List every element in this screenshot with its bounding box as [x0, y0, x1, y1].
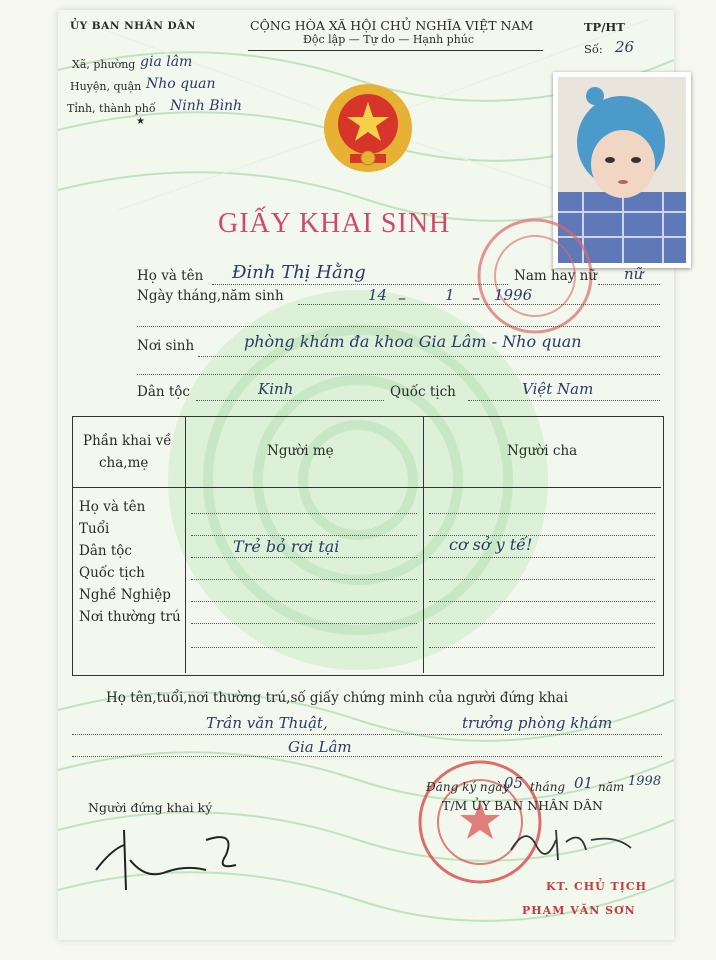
- dob-month: 1: [445, 286, 455, 304]
- declarant-line1-b: trưởng phòng khám: [462, 714, 613, 732]
- number-label: Số:: [584, 42, 603, 56]
- nationality-line: [468, 400, 660, 401]
- table-header-left: Phần khai về: [83, 433, 172, 449]
- mother-column-header: Người mẹ: [267, 443, 334, 459]
- declarant-signature-icon: [86, 810, 256, 900]
- dob-year: 1996: [494, 286, 533, 304]
- mother-line-7: [191, 647, 417, 648]
- father-column-header: Người cha: [507, 443, 578, 459]
- mother-line-3: [191, 557, 417, 558]
- mother-note: Trẻ bỏ rơi tại: [233, 537, 340, 556]
- declarant-sign-label: Người đứng khai ký: [88, 800, 213, 815]
- row-label-occupation: Nghề Nghiệp: [79, 587, 171, 603]
- sex-line: [598, 284, 660, 285]
- mother-line-2: [191, 535, 417, 536]
- mother-line-6: [191, 623, 417, 624]
- form-code: TP/HT: [584, 20, 625, 34]
- table-vline-1: [185, 417, 186, 673]
- row-label-age: Tuổi: [79, 521, 110, 537]
- declarant-line-1: [72, 734, 662, 735]
- row-label-ethnicity: Dân tộc: [79, 543, 132, 559]
- name-label: Họ và tên: [137, 268, 204, 284]
- nationality-value: Việt Nam: [522, 380, 594, 398]
- document-title: GIẤY KHAI SINH: [218, 208, 451, 239]
- ward-label: Xã, phường: [72, 58, 136, 71]
- ethnicity-label: Dân tộc: [137, 384, 190, 400]
- blank-line-2: [137, 374, 660, 375]
- declarant-label: Họ tên,tuổi,nơi thường trú,số giấy chứng minh của người đứng khai: [106, 690, 569, 706]
- row-label-residence: Nơi thường trú: [79, 609, 181, 625]
- table-vline-2: [423, 417, 424, 673]
- mother-line-1: [191, 513, 417, 514]
- ethnicity-value: Kinh: [258, 380, 294, 398]
- registration-month-label: tháng: [530, 780, 566, 794]
- registration-year: 1998: [628, 774, 662, 789]
- father-line-7: [429, 647, 655, 648]
- motto-underline: [248, 50, 543, 51]
- ethnicity-line: [196, 400, 384, 401]
- signer-title: KT. CHỦ TỊCH: [546, 880, 648, 893]
- registration-date-label: Đăng ký ngày: [426, 780, 510, 794]
- parents-table: [72, 416, 664, 676]
- father-line-4: [429, 579, 655, 580]
- father-line-3: [429, 557, 655, 558]
- committee-for-label: T/M ỦY BAN NHÂN DÂN: [442, 798, 603, 813]
- official-signature-icon: [506, 820, 636, 870]
- district-value: Nho quan: [146, 76, 216, 92]
- ward-value: gia lâm: [140, 54, 193, 70]
- registration-month: 01: [574, 774, 594, 792]
- declarant-line1-a: Trần văn Thuật,: [206, 714, 328, 732]
- number-value: 26: [615, 38, 635, 56]
- mother-line-5: [191, 601, 417, 602]
- father-line-6: [429, 623, 655, 624]
- birthplace-label: Nơi sinh: [137, 338, 195, 354]
- table-hline: [73, 487, 661, 488]
- declarant-line-2: [72, 756, 662, 757]
- province-label: Tỉnh, thành phố: [67, 102, 156, 115]
- dob-label: Ngày tháng,năm sinh: [137, 288, 284, 304]
- registration-day: 05: [504, 774, 524, 792]
- province-value: Ninh Bình: [170, 98, 243, 114]
- signer-name: PHẠM VĂN SƠN: [522, 904, 636, 917]
- republic-heading: CỘNG HÒA XÃ HỘI CHỦ NGHĨA VIỆT NAM: [250, 18, 534, 33]
- registration-year-label: năm: [598, 780, 625, 794]
- dob-separator-1: –: [398, 288, 406, 307]
- motto: Độc lập — Tự do — Hạnh phúc: [303, 33, 475, 46]
- father-line-1: [429, 513, 655, 514]
- dob-day: 14: [368, 286, 388, 304]
- blank-line-1: [137, 326, 660, 327]
- father-line-5: [429, 601, 655, 602]
- star-icon: ★: [136, 116, 145, 127]
- father-note: cơ sở y tế!: [449, 535, 533, 554]
- name-line: [212, 284, 508, 285]
- name-value: Đinh Thị Hằng: [232, 262, 366, 283]
- nationality-label: Quốc tịch: [390, 384, 456, 400]
- declarant-line2: Gia Lâm: [288, 738, 352, 756]
- birthplace-line: [198, 356, 660, 357]
- district-label: Huyện, quận: [70, 80, 142, 93]
- row-label-name: Họ và tên: [79, 499, 146, 515]
- row-label-nationality: Quốc tịch: [79, 565, 145, 581]
- committee-heading: ỦY BAN NHÂN DÂN: [70, 20, 196, 32]
- birthplace-value: phòng khám đa khoa Gia Lâm - Nho quan: [244, 332, 582, 351]
- sex-label: Nam hay nữ: [514, 268, 598, 284]
- table-header-left-2: cha,mẹ: [99, 455, 149, 471]
- national-emblem-icon: [320, 80, 416, 176]
- dob-separator-2: –: [472, 288, 480, 307]
- sex-value: nữ: [624, 265, 644, 283]
- mother-line-4: [191, 579, 417, 580]
